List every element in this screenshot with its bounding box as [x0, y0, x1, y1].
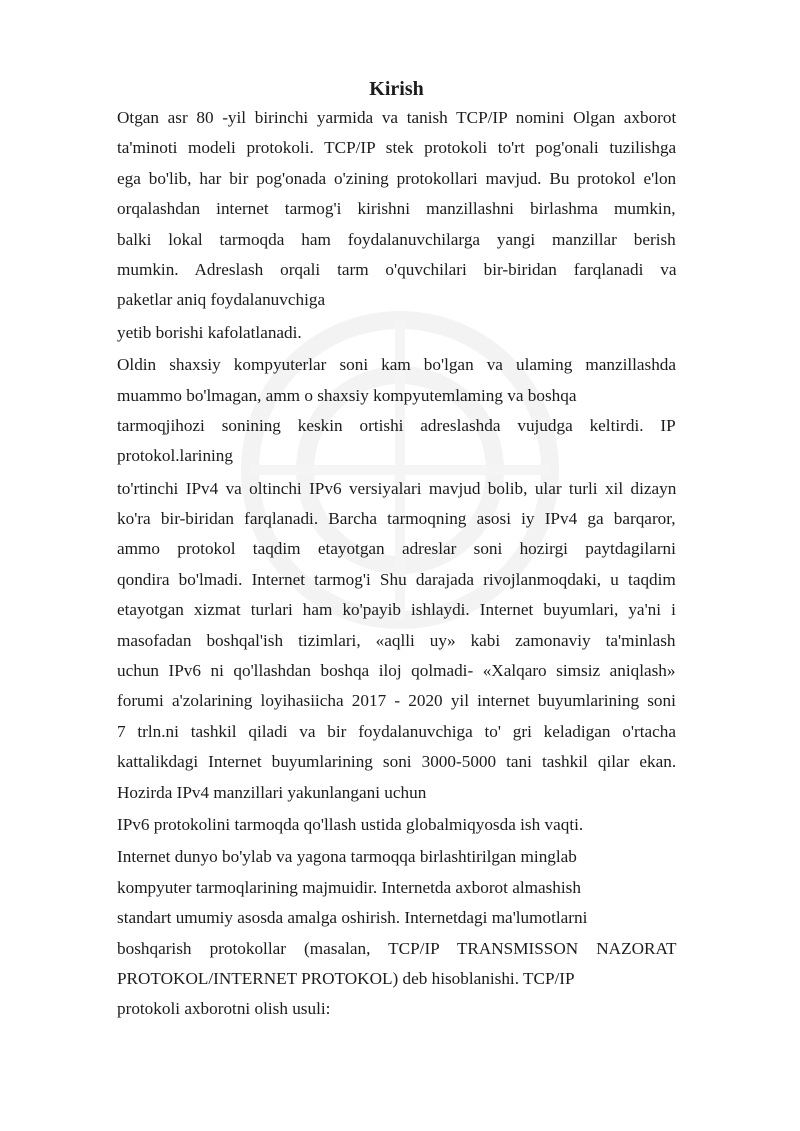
text-line: Hozirda IPv4 manzillari yakunlangani uchun: [117, 782, 427, 802]
text-line: balki lokal tarmoqda ham foydalanuvchilarga yangi manzillar berish: [117, 229, 676, 249]
text-line: protokoli axborotni olish usuli:: [117, 999, 331, 1019]
text-line: ammo protokol taqdim etayotgan adreslar soni hozirgi paytdagilarni: [117, 539, 676, 559]
text-line: protokol.larining: [117, 446, 233, 466]
text-line: orqalashdan internet tarmog'i kirishni manzillashni birlashma mumkin,: [117, 199, 676, 219]
paragraph-list: [117, 103, 676, 1025]
text-line: forumi a'zolarining loyihasiicha 2017 - 2020 yil internet buyumlarining soni: [117, 691, 676, 711]
text-line: kattalikdagi Internet buyumlarining soni 3000-5000 tani tashkil qilar ekan.: [117, 752, 677, 772]
text-line: uchun IPv6 ni qo'llashdan boshqa iloj qolmadi- «Xalqaro simsiz aniqlash»: [117, 661, 676, 681]
text-line: masofadan boshqal'ish tizimlari, «aqlli uy» kabi zamonaviy ta'minlash: [117, 630, 676, 650]
text-line: Otgan asr 80 -yil birinchi yarmida va tanish TCP/IP nomini Olgan axborot: [117, 108, 677, 127]
text-line: ko'ra bir-biridan farqlanadi. Barcha tarmoqning asosi iy IPv4 ga barqaror,: [117, 509, 676, 529]
text-line: kompyuter tarmoqlarining majmuidir. Internetda axborot almashish: [117, 877, 581, 897]
text-line: mumkin. Adreslash orqali tarm o'quvchilari bir-biridan farqlanadi va: [117, 259, 677, 279]
text-line: muammo bo'lmagan, amm o shaxsiy kompyutemlaming va boshqa: [117, 385, 577, 405]
text-line: ta'minoti modeli protokoli. TCP/IP stek protokoli to'rt pog'onali tuzilishga: [117, 138, 677, 158]
text-line: boshqarish protokollar (masalan, TCP/IP TRANSMISSON NAZORAT: [117, 938, 677, 958]
paragraph: [117, 318, 676, 348]
text-line: etayotgan xizmat turlari ham ko'payib ishlaydi. Internet buyumlari, ya'ni i: [117, 600, 676, 620]
text-line: to'rtinchi IPv4 va oltinchi IPv6 versiyalari mavjud bolib, ular turli xil dizayn: [117, 478, 677, 498]
document-body: [117, 74, 676, 1025]
page-title: Kirish: [369, 78, 424, 100]
text-line: yetib borishi kafolatlanadi.: [117, 322, 302, 342]
paragraph: [117, 810, 676, 840]
paragraph: [117, 474, 676, 808]
paragraph: [117, 350, 676, 472]
text-line: Internet dunyo bo'ylab va yagona tarmoqqa birlashtirilgan minglab: [117, 847, 577, 867]
text-line: qondira bo'lmadi. Internet tarmog'i Shu darajada rivojlanmoqdaki, u taqdim: [117, 569, 676, 589]
text-line: IPv6 protokolini tarmoqda qo'llash ustida globalmiqyosda ish vaqti.: [117, 814, 584, 834]
paragraph: [117, 842, 676, 1024]
text-line: Oldin shaxsiy kompyuterlar soni kam bo'lgan va ulaming manzillashda: [117, 355, 677, 375]
text-line: tarmoqjihozi sonining keskin ortishi adreslashda vujudga keltirdi. IP: [117, 415, 676, 435]
text-line: ega bo'lib, har bir pog'onada o'zining protokollari mavjud. Bu protokol e'lon: [117, 168, 677, 188]
text-line: paketlar aniq foydalanuvchiga: [117, 290, 326, 310]
text-line: PROTOKOL/INTERNET PROTOKOL) deb hisoblanishi. TCP/IP: [117, 968, 575, 988]
paragraph: [117, 103, 676, 316]
text-line: standart umumiy asosda amalga oshirish. Internetdagi ma'lumotlarni: [117, 908, 588, 928]
text-line: 7 trln.ni tashkil qiladi va bir foydalanuvchiga to' gri keladigan o'rtacha: [117, 721, 676, 741]
